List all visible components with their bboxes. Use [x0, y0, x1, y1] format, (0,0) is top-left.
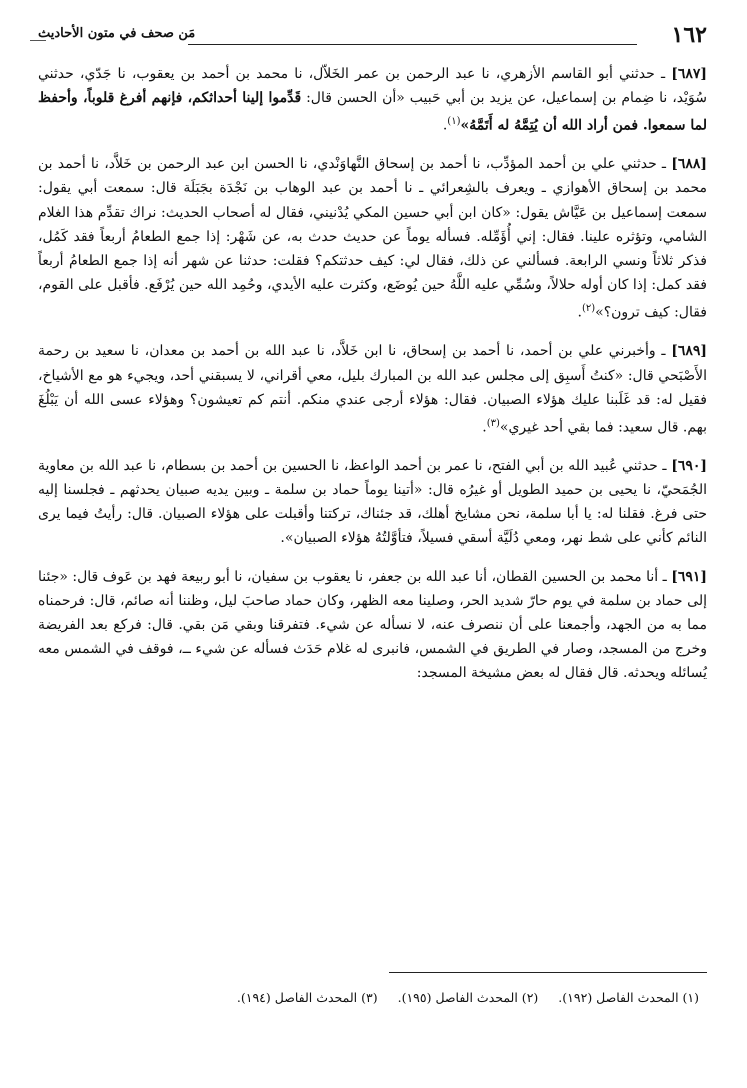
footnote-ref: (٣)	[486, 417, 500, 429]
footnotes	[38, 990, 699, 1005]
entry-quote: قَدِّموا إلينا أحداثكم، فإنهم أفرغ قلوباً، وأحفظ لما سمعوا. فمن أراد الله أن يُتِمَّهُ له أَتَمَّهُ»	[38, 90, 707, 135]
hadith-entry-689	[38, 339, 707, 439]
entry-number: [٦٨٨]	[671, 156, 707, 173]
footnote-ref: (١)	[447, 116, 461, 128]
entry-text: ـ وأخبرني علي بن أحمد، نا أحمد بن إسحاق، نا ابن خَلاَّد، نا عبد الله بن أحمد بن معدان، نا سعيد بن رحمة الأَصْبَحي قال: «كنتُ أَسبِق إلى مجلس عبد الله بن المبارك بليل، معي أقراني، لا يسبقني أحد، ويجيء هو مع الأشياخ، فقيل له: قد غَلَبنا عليك هؤلاء الصبيان. فقال: هؤلاء أرجى عندي منكم. أنتم كم تعيشون؟ وهؤلاء عسى الله أن يَبْلُغَ بهم. قال سعيد: فما بقي أحد غيري»	[38, 343, 707, 436]
hadith-entry-690	[38, 454, 707, 551]
footnote-1: (١) المحدث الفاصل (١٩٢).	[558, 990, 699, 1005]
entry-text: ـ حدثني عُبيد الله بن أبي الفتح، نا عمر بن أحمد الواعظ، نا الحسين بن أحمد بن بسطام، نا عبد الله بن معاوية الجُمَحيّ، نا يحيى بن حميد الطويل أو غيرُه قال: «أتينا يوماً حماد بن سلمة ـ وبين يديه صبيان يحدثهم ـ فجلسنا إليه حتى فرغ. فقلنا له: يا أبا سلمة، نحن مشايخ أهلك، قد جئناك، تركتنا وأقبلت على هؤلاء الصبيان. قال: رأيتُ فيما يرى النائم كأني على شط نهر، ومعي دُلَيَّة أسقي فسيلاً، فتأوَّلتُهُ هؤلاء الصبيان».	[38, 457, 707, 547]
footnote-ref: (٢)	[581, 303, 596, 315]
entry-tail: .	[482, 419, 487, 436]
entry-number: [٦٩٠]	[671, 457, 707, 474]
entry-text: ـ أنا محمد بن الحسين القطان، أنا عبد الله بن جعفر، نا يعقوب بن سفيان، نا أبو ربيعة فهد بن عَوف قال: «جئنا إلى حماد بن سلمة في يوم حارّ شديد الحر، وصلينا معه الظهر، وكان حماد صاحبَ ليل، وظننا أنه صائم، قال: فرحمناه مما به من الجهد، وأجمعنا على أن ننصرف عنه، لا نسأله عن شيء. فتفرقنا وبقي مَن بقي. قال: فركع بعد الفريضة وخرج من المسجد، وصار في الطريق في الشمس، فانبرى له غلام حَدَث فسأله عن شيء ــ، فوقف في الشمس معه يُسائله ويحدثه. قال فقال له بعض مشيخة المسجد:	[38, 568, 707, 682]
entry-number: [٦٩١]	[671, 568, 707, 585]
margin-mark	[30, 40, 46, 41]
entry-tail: .	[442, 118, 448, 135]
hadith-entry-688	[38, 152, 707, 325]
hadith-entry-687	[38, 62, 707, 138]
entry-number: [٦٨٧]	[671, 66, 708, 82]
running-title: مَن صحف في متون الأحاديث	[38, 26, 196, 41]
entry-number: [٦٨٩]	[671, 343, 707, 360]
header-rule	[188, 44, 637, 45]
footnote-2: (٢) المحدث الفاصل (١٩٥).	[397, 990, 539, 1005]
running-head	[38, 22, 707, 52]
entry-text: ـ حدثني أبو القاسم الأزهري، نا عبد الرحمن بن عمر الخَلاّل، نا محمد بن أحمد بن يعقوب، نا جَدّي، حدثني سُوَيْد، نا ضِمام بن إسماعيل، عن يزيد بن أبي حَبيب «أن الحسن قال:	[38, 66, 707, 107]
hadith-entry-691	[38, 565, 707, 686]
entry-text: ـ حدثني علي بن أحمد المؤدِّب، نا أحمد بن إسحاق النَّهاوَنْدي، نا الحسن ابن عبد الرحمن بن خَلاَّد، نا أحمد بن محمد بن إسحاق الأهوازي ـ ويعرف بالشِعرائي ـ نا أحمد بن عبد الوهاب بن نَجْدَة بجَبَلَة قال: سمعت أبي يقول: سمعت إسماعيل بن عَيَّاش يقول: «كان ابن أبي حسين المكي يُدْنيني، فقال له أصحاب الحديث: نراك تقدِّم هذا الغلام الشامي، وتؤثره علينا. فقال: إني أُؤَمِّله. فسأله يوماً عن حديث حدث به، عن شَهْر: إذا جمع الطعامُ أربعاً فقد كَمُل، فذكر ثلاثاً ونسي الرابعة. فسألني عن ذلك، فقال لي: كيف حدثتكم؟ فقلت: حدثنا عن شهر أنه إذا جمع الطعامُ أربعاً فقد كمل: إذا كان أوله حلالاً، وسُمِّي عليه اللَّهُ حين يُوضَع، وكثرت عليه الأيدي، وحُمِد الله حين يُرْفَع. فأقبل على القوم، فقال: كيف ترون؟»	[38, 156, 707, 322]
footnote-rule	[389, 972, 707, 973]
page-body	[38, 62, 707, 686]
entry-tail: .	[577, 305, 582, 322]
footnote-3: (٣) المحدث الفاصل (١٩٤).	[236, 990, 378, 1005]
page-number: ١٦٢	[671, 22, 707, 48]
